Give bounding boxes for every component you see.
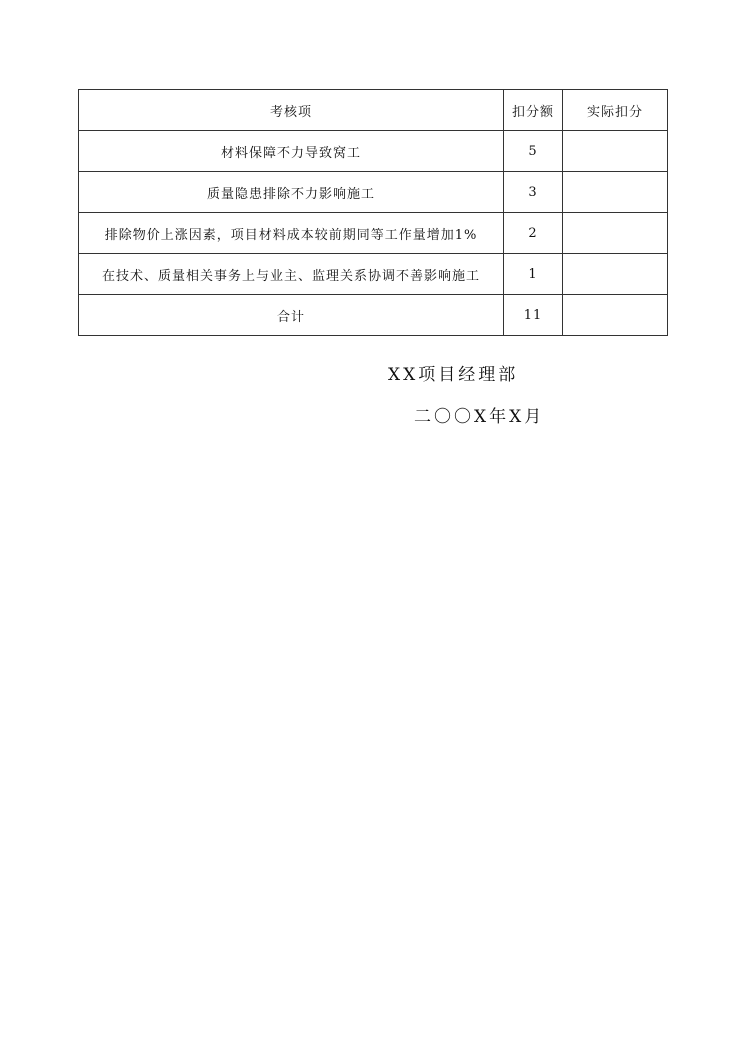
- department-signature: XX项目经理部: [388, 365, 519, 385]
- signature-date: 二〇〇X年X月: [414, 407, 545, 427]
- total-deduction: 11: [504, 295, 563, 336]
- table-row: [79, 213, 668, 254]
- row-actual: [563, 172, 668, 213]
- table-row: [79, 172, 668, 213]
- row-actual: [563, 131, 668, 172]
- header-deduction: 扣分额: [504, 90, 563, 131]
- row-item: 材料保障不力导致窝工: [79, 131, 504, 172]
- row-deduction: 1: [504, 254, 563, 295]
- table-row: [79, 254, 668, 295]
- row-actual: [563, 254, 668, 295]
- row-item: 排除物价上涨因素，项目材料成本较前期同等工作量增加1%: [79, 213, 504, 254]
- row-deduction: 5: [504, 131, 563, 172]
- total-label: 合计: [79, 295, 504, 336]
- row-deduction: 3: [504, 172, 563, 213]
- row-item: 在技术、质量相关事务上与业主、监理关系协调不善影响施工: [79, 254, 504, 295]
- total-row: [79, 295, 668, 336]
- header-actual: 实际扣分: [563, 90, 668, 131]
- table-row: [79, 131, 668, 172]
- row-actual: [563, 213, 668, 254]
- table-header-row: [79, 90, 668, 131]
- assessment-table: [78, 89, 668, 336]
- row-item: 质量隐患排除不力影响施工: [79, 172, 504, 213]
- header-item: 考核项: [79, 90, 504, 131]
- row-deduction: 2: [504, 213, 563, 254]
- total-actual: [563, 295, 668, 336]
